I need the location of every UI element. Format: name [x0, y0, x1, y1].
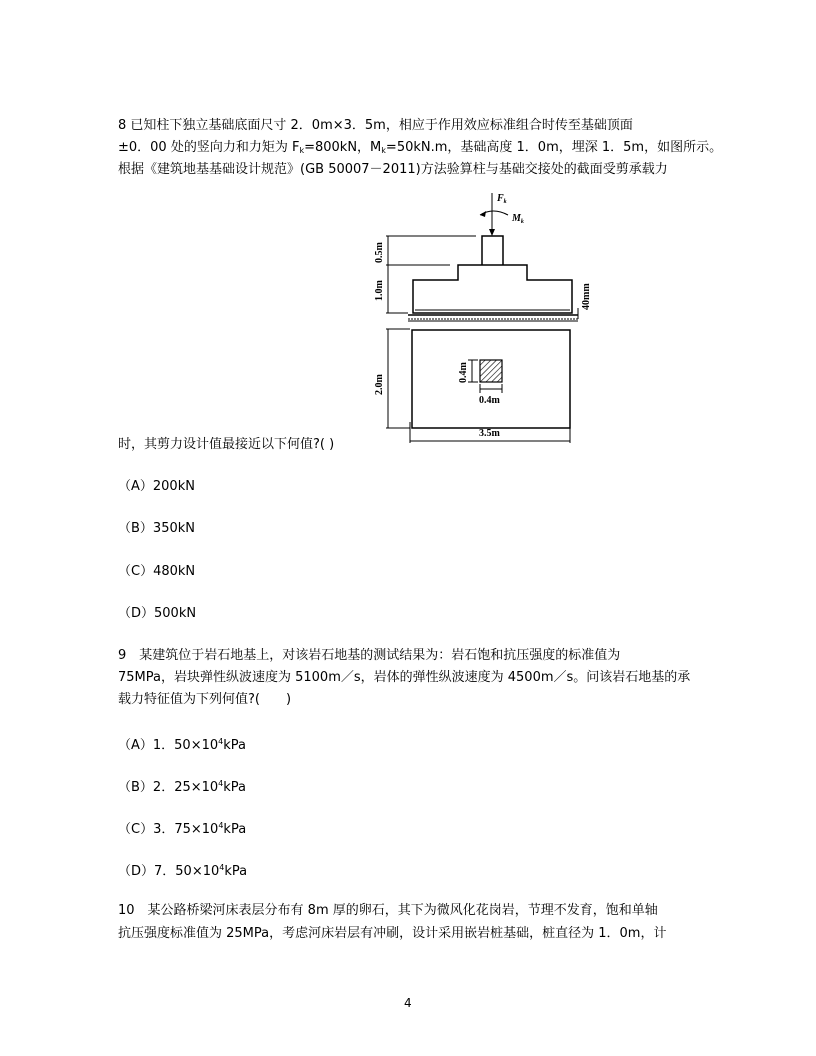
q9-option-d: （D）7．$50\times 10^4kPa$ [118, 863, 248, 879]
foundation-diagram [360, 185, 590, 445]
dim-column-height: 0.5m [374, 242, 385, 263]
q8-line3: 根据《建筑地基基础设计规范》(GB 50007－2011)方法验算柱与基础交接处的截面受剪承载力 [118, 162, 668, 177]
dim-column-h: 0.4m [458, 362, 469, 383]
q9-option-c: （C）3．$75\times 10^4kPa$ [118, 821, 247, 837]
column-section [480, 360, 502, 382]
moment-label: $M_k$ [512, 213, 524, 225]
q9-line1: 9 某建筑位于岩石地基上，对该岩石地基的测试结果为：岩石饱和抗压强度的标准值为 [118, 648, 621, 663]
page-number: 4 [404, 996, 412, 1010]
q8-option-d: （D）500kN [118, 606, 197, 621]
q8-option-c: （C）480kN [118, 564, 196, 579]
q10-line2: 抗压强度标准值为 25MPa，考虑河床岩层有冲刷，设计采用嵌岩桩基础，桩直径为 1．0m，计 [118, 926, 667, 941]
q8-line4: 时，其剪力设计值最接近以下何值?( ) [118, 437, 335, 452]
dim-foundation-height: 1.0m [374, 280, 385, 301]
q9-line2: 75MPa，岩块弹性纵波速度为 5100m／s，岩体的弹性纵波速度为 4500m／s。问该岩石地基的承 [118, 670, 691, 685]
q10-line1: 10 某公路桥梁河床表层分布有 8m 厚的卵石，其下为微风化花岗岩，节理不发育，饱和单轴 [118, 903, 658, 918]
dim-length: 3.5m [479, 428, 500, 439]
q9-option-b: （B）2．$25\times 10^4kPa$ [118, 779, 247, 795]
dim-column-w: 0.4m [479, 395, 500, 406]
q8-line2: ±0．00 处的竖向力和力矩为 $F_k=800kN$，$M_k=50kN.m$，基础高度 1．0m，埋深 1．5m，如图所示。 [118, 140, 723, 155]
q9-line3: 载力特征值为下列何值?( ) [118, 692, 292, 707]
q8-line1: 8 已知柱下独立基础底面尺寸 2．0m×3．5m，相应于作用效应标准组合时传至基础顶面 [118, 118, 633, 133]
force-label: $F_k$ [497, 193, 507, 205]
dim-width: 2.0m [374, 374, 385, 395]
q8-option-b: （B）350kN [118, 521, 195, 536]
q9-option-a: （A）1．$50\times 10^4kPa$ [118, 737, 246, 753]
q8-option-a: （A）200kN [118, 479, 195, 494]
dim-cushion: 40mm [581, 283, 592, 310]
